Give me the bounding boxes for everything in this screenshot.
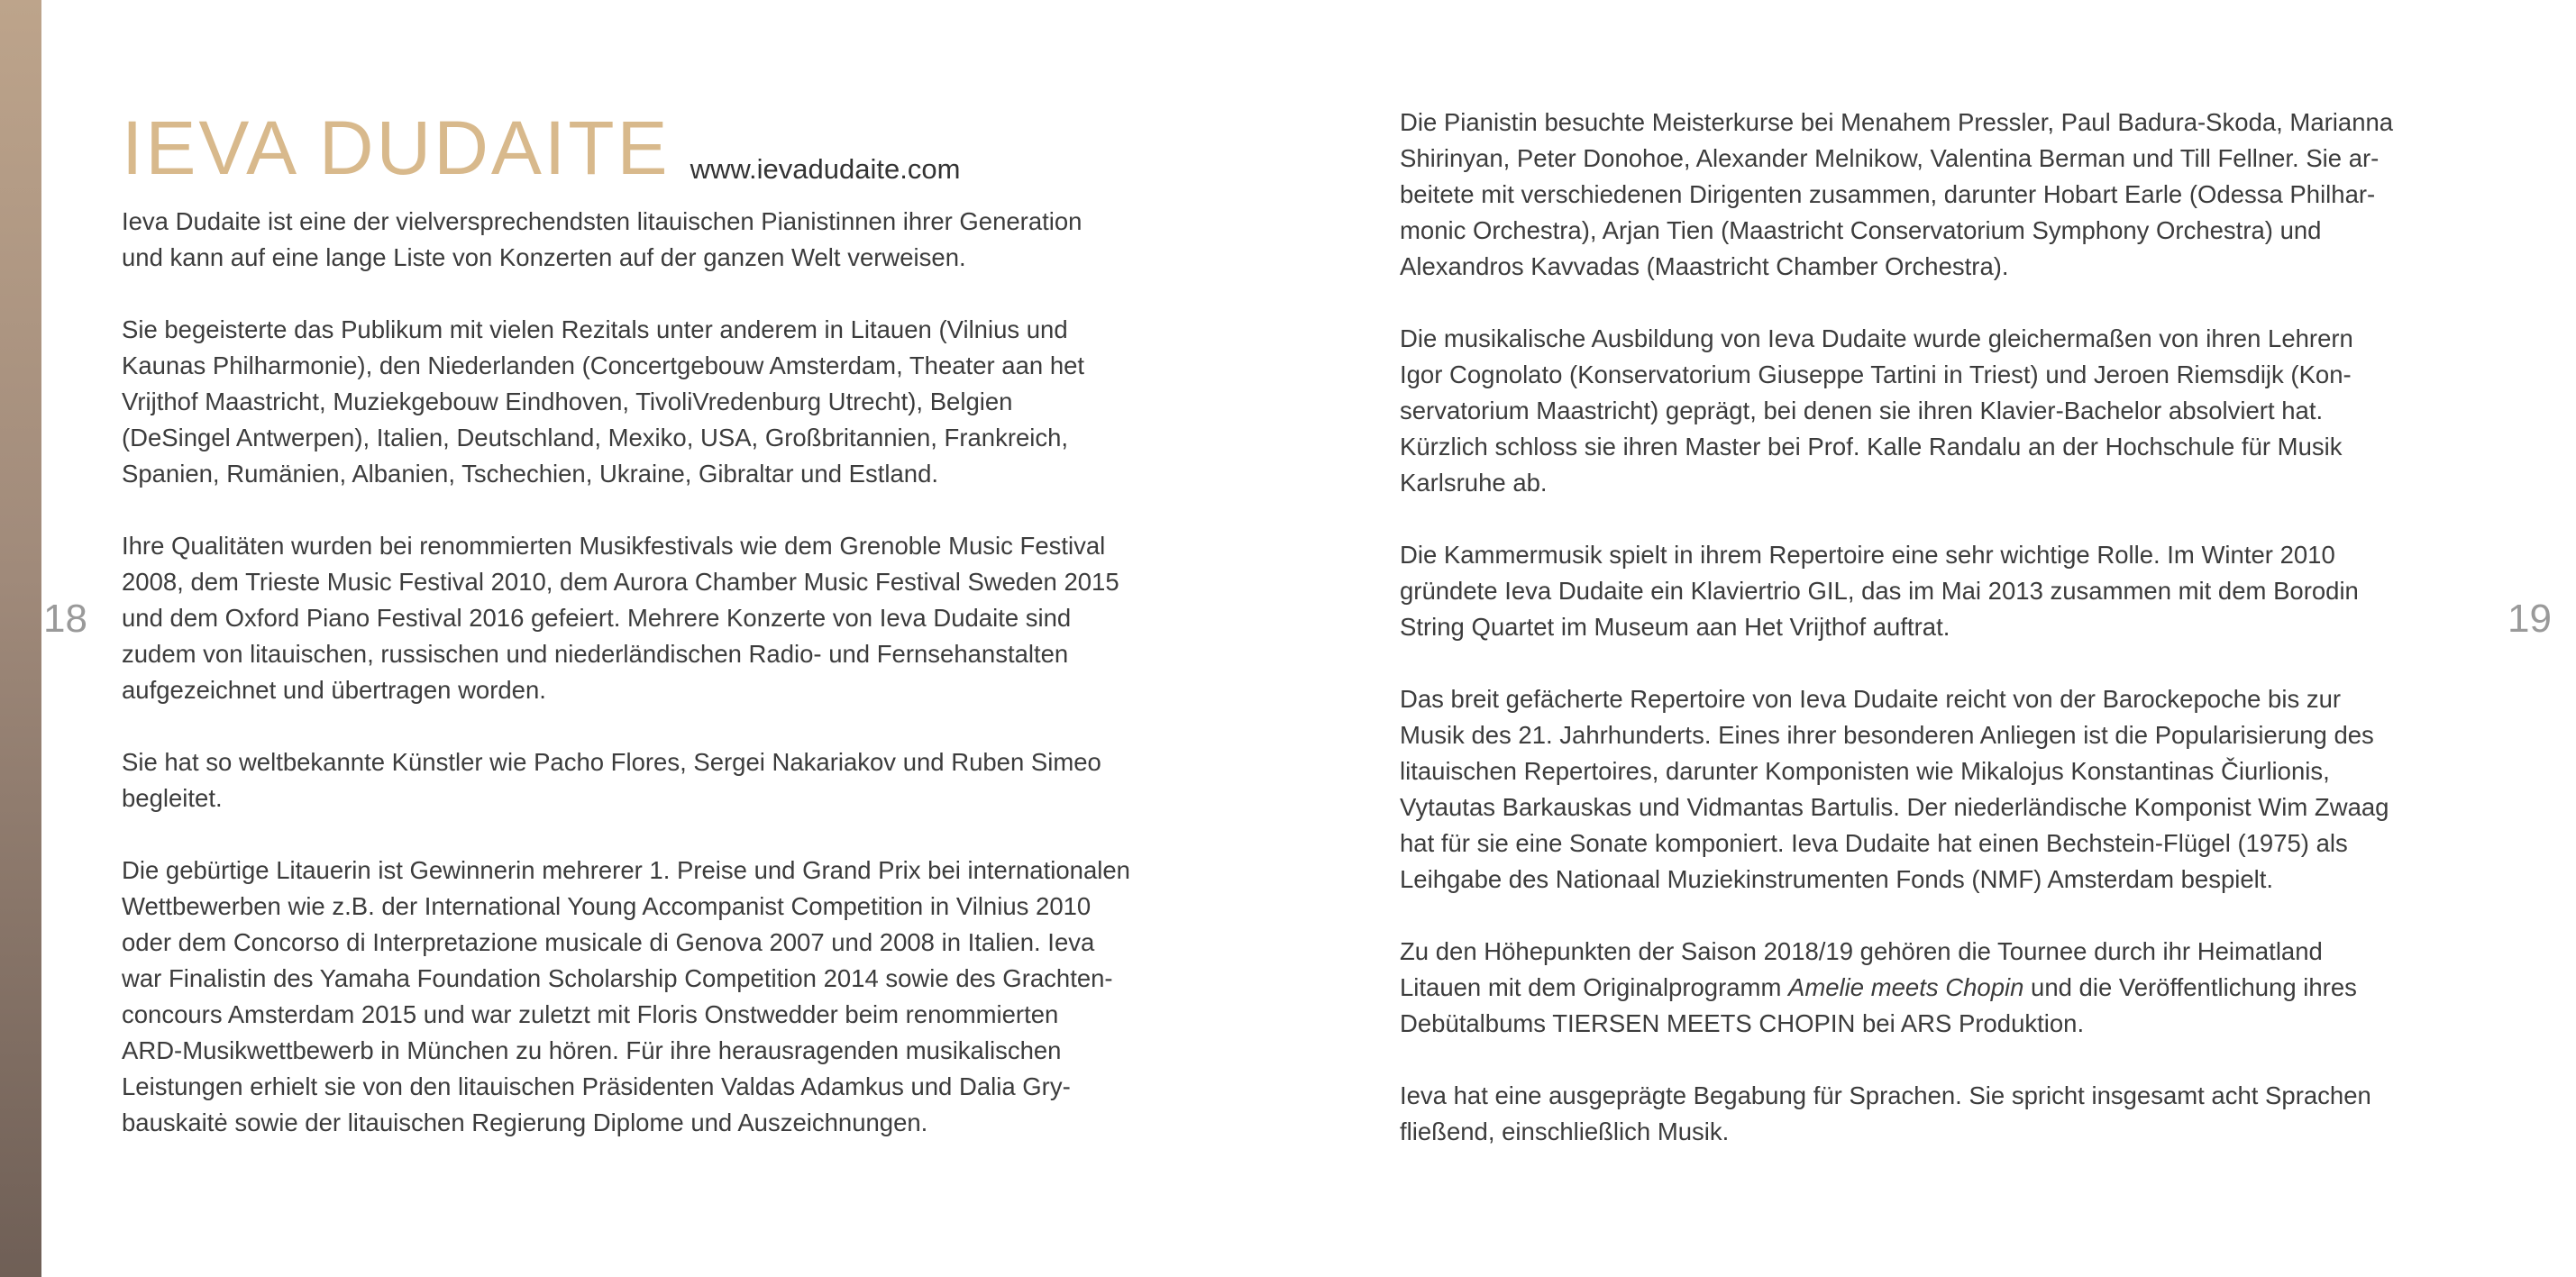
bio-paragraph: Die musikalische Ausbildung von Ieva Dudaite wurde gleichermaßen von ihren Lehrern Igor Cognolato (Konservatorium Giuseppe Tartini in Triest) und Jeroen Riemsdijk (Kon- servatorium Maastricht) geprägt, bei denen sie ihren Klavier-Bachelor absolviert hat. Kürzlich schloss sie ihren Master bei Prof. Kalle Randalu an der Hochschule für Musik Karlsruhe ab. <box>1400 324 2353 497</box>
bio-paragraph: Ihre Qualitäten wurden bei renommierten Musikfestivals wie dem Grenoble Music Festival 2008, dem Trieste Music Festival 2010, dem Aurora Chamber Music Festival Sweden 2015 und dem Oxford Piano Festival 2016 gefeiert. Mehrere Konzerte von Ieva Dudaite sind zudem von litauischen, russischen und niederländischen Radio- und Fernsehanstalten aufgezeichnet und übertragen worden. <box>122 532 1119 704</box>
bio-paragraph: Sie hat so weltbekannte Künstler wie Pacho Flores, Sergei Nakariakov und Ruben Simeo begleitet. <box>122 748 1101 812</box>
book-spine <box>0 0 41 1277</box>
highlights-outro: bei ARS Produktion. <box>1855 1009 2085 1037</box>
program-title: Amelie meets Chopin <box>1788 973 2024 1001</box>
bio-paragraph: Die Kammermusik spielt in ihrem Repertoire eine sehr wichtige Rolle. Im Winter 2010 gründete Ieva Dudaite ein Klaviertrio GIL, das im Mai 2013 zusammen mit dem Borodin String Quartet im Museum aan Het Vrijthof auftrat. <box>1400 541 2359 641</box>
artist-name: IEVA DUDAITE <box>122 105 671 190</box>
page-number-right: 19 <box>2507 597 2552 641</box>
bio-paragraph: Das breit gefächerte Repertoire von Ieva Dudaite reicht von der Barockepoche bis zur Musik des 21. Jahrhunderts. Eines ihrer besonderen Anliegen ist die Popularisierung des litauischen Repertoires, darunter Komponisten wie Mikalojus Konstantinas Čiurlionis, Vytautas Barkauskas und Vidmantas Bartulis. Der niederländische Komponist Wim Zwaag hat für sie eine Sonate komponiert. Ieva Dudaite hat einen Bechstein-Flügel (1975) als Leihgabe des Nationaal Muziekinstrumenten Fonds (NMF) Amsterdam bespielt. <box>1400 685 2389 893</box>
right-column <box>1400 105 2468 1186</box>
album-title: TIERSEN MEETS CHOPIN <box>1552 1009 1856 1037</box>
website-link[interactable]: www.ievadudaite.com <box>690 153 961 185</box>
languages-paragraph: Ieva hat eine ausgeprägte Begabung für Sprachen. Sie spricht insgesamt acht Sprachen fließend, einschließlich Musik. <box>1400 1081 2371 1145</box>
highlights-middle: und die Veröffentlichung ihres Debütalbums <box>1400 973 2357 1037</box>
bio-paragraph: Ieva Dudaite ist eine der vielversprechendsten litauischen Pianistinnen ihrer Generation und kann auf eine lange Liste von Konzerten auf der ganzen Welt verweisen. <box>122 207 1082 271</box>
title-row <box>122 96 1217 190</box>
page-number-left: 18 <box>43 597 87 641</box>
season-highlights-paragraph <box>1400 934 2468 1042</box>
highlights-intro: Zu den Höhepunkten der Saison 2018/19 gehören die Tournee durch ihr Heimatland Litauen mit dem Originalprogramm <box>1400 937 2323 1001</box>
bio-paragraph: Die Pianistin besuchte Meisterkurse bei Menahem Pressler, Paul Badura-Skoda, Marianna Shirinyan, Peter Donohoe, Alexander Melnikow, Valentina Berman und Till Fellner. Sie ar- beitete mit verschiedenen Dirigenten zusammen, darunter Hobart Earle (Odessa Philhar- monic Orchestra), Arjan Tien (Maastricht Conservatorium Symphony Orchestra) und Alexandros Kavvadas (Maastricht Chamber Orchestra). <box>1400 108 2394 280</box>
bio-paragraph: Die gebürtige Litauerin ist Gewinnerin mehrerer 1. Preise und Grand Prix bei internationalen Wettbewerben wie z.B. der International Young Accompanist Competition in Vilnius 2010 oder dem Concorso di Interpretazione musicale di Genova 2007 und 2008 in Italien. Ieva war Finalistin des Yamaha Foundation Scholarship Competition 2014 sowie des Grachten- concours Amsterdam 2015 und war zuletzt mit Floris Onstwedder beim renommierten ARD-Musikwettbewerb in München zu hören. Für ihre herausragenden musikalischen Leistungen erhielt sie von den litauischen Präsidenten Valdas Adamkus und Dalia Gry- bauskaitė sowie der litauischen Regierung Diplome und Auszeichnungen. <box>122 856 1130 1136</box>
left-column <box>122 96 1217 1177</box>
bio-paragraph: Sie begeisterte das Publikum mit vielen Rezitals unter anderem in Litauen (Vilnius und Kaunas Philharmonie), den Niederlanden (Concertgebouw Amsterdam, Theater aan het Vrijthof Maastricht, Muziekgebouw Eindhoven, TivoliVredenburg Utrecht), Belgien (DeSingel Antwerpen), Italien, Deutschland, Mexiko, USA, Großbritannien, Frankreich, Spanien, Rumänien, Albanien, Tschechien, Ukraine, Gibraltar und Estland. <box>122 315 1085 488</box>
